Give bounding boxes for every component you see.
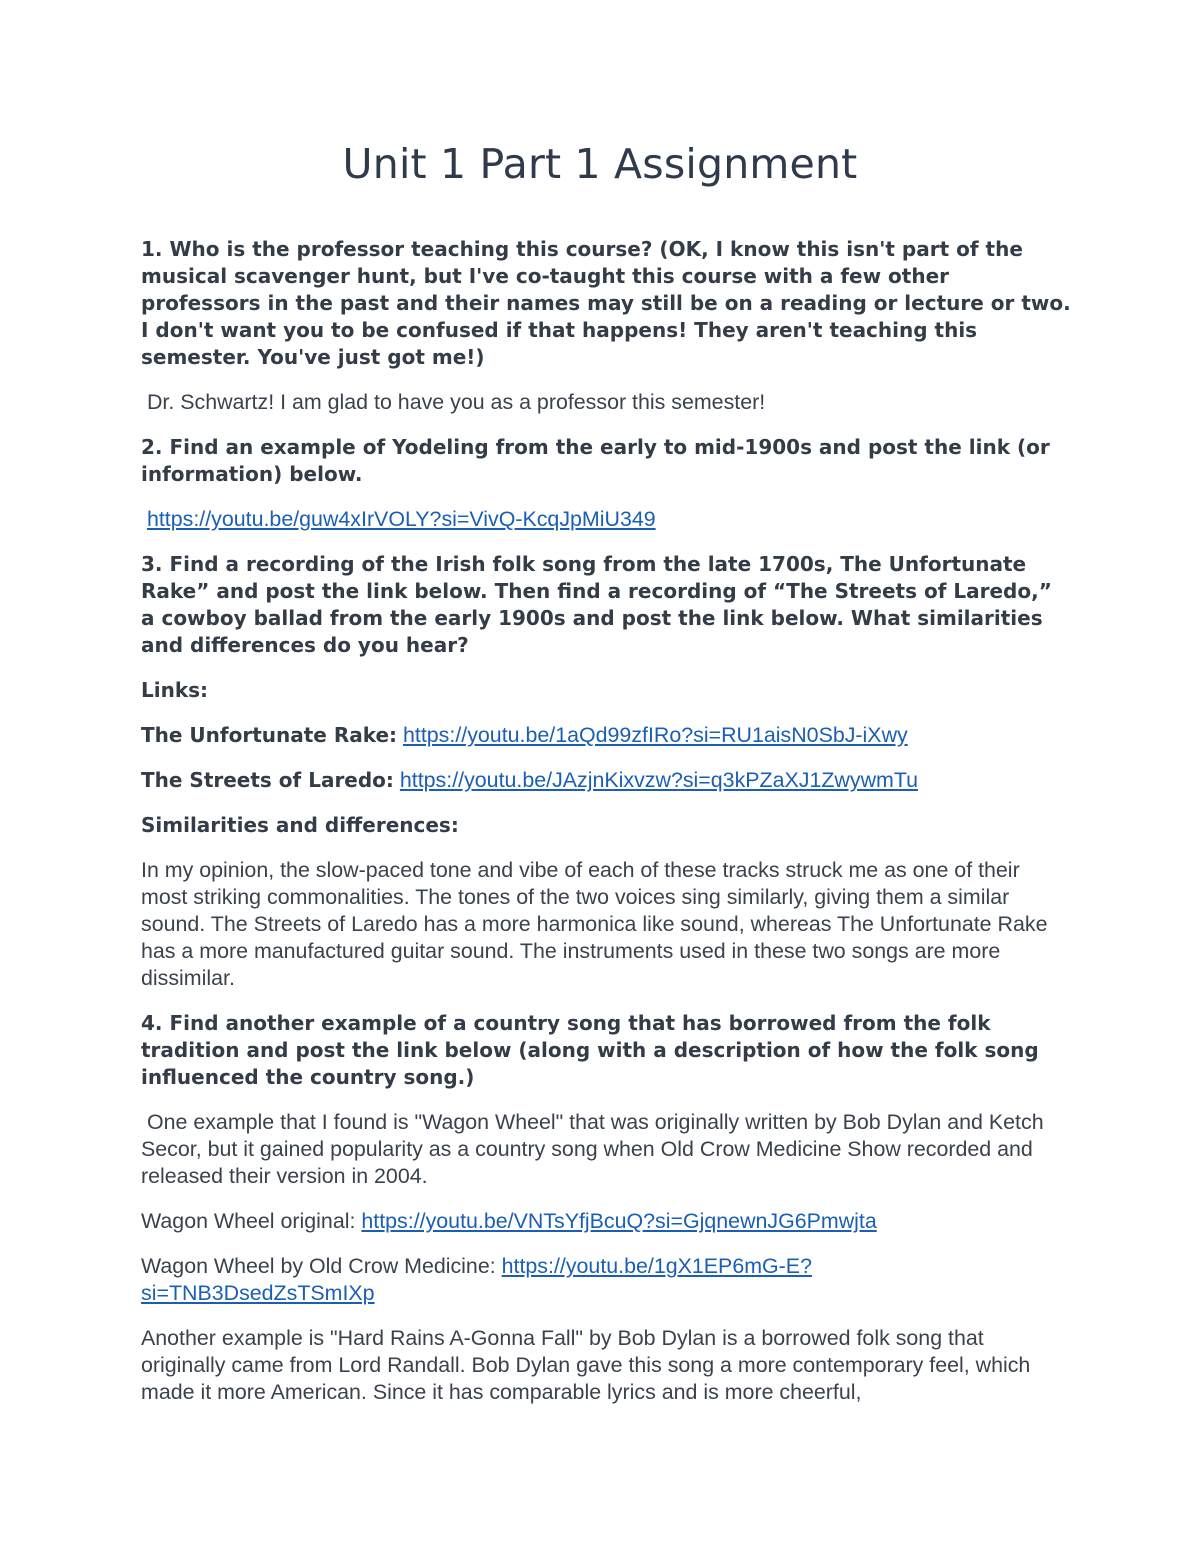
yodeling-link[interactable]: https://youtu.be/guw4xIrVOLY?si=VivQ-KcqJpMiU349 <box>146 507 656 531</box>
answer-1: Dr. Schwartz! I am glad to have you as a professor this semester! <box>141 390 766 414</box>
answer-4-wagon-wheel: One example that I found is "Wagon Wheel" that was originally written by Bob Dylan and Ketch Secor, but it gained popularity as a country song when Old Crow Medicine Show recorded and released their version in 2004. <box>141 1110 1050 1188</box>
question-4: 4. Find another example of a country song that has borrowed from the folk tradition and post the link below (along with a description of how the folk song influenced the country song.) <box>141 1011 1039 1089</box>
laredo-label: The Streets of Laredo: <box>141 768 394 792</box>
links-heading <box>141 677 1071 704</box>
wagon-wheel-original-label: Wagon Wheel original: <box>141 1209 356 1233</box>
document-body <box>141 236 1071 1424</box>
answer-2 <box>141 506 1071 533</box>
laredo-link[interactable]: https://youtu.be/JAzjnKixvzw?si=q3kPZaXJ1ZwywmTu <box>399 768 919 792</box>
question-3: 3. Find a recording of the Irish folk song from the late 1700s, The Unfortunate Rake” and post the link below. Then find a recording of “The Streets of Laredo,” a cowboy ballad from the early 1900s and post the link below. What similarities and differences do you hear? <box>141 552 1052 657</box>
similarities-text: In my opinion, the slow-paced tone and vibe of each of these tracks struck me as one of their most striking commonalities. The tones of the two voices sing similarly, giving them a similar sound. The Streets of Laredo has a more harmonica like sound, whereas The Unfortunate Rake has a more manufactured guitar sound. The instruments used in these two songs are more dissimilar. <box>141 858 1048 990</box>
similarities-heading <box>141 812 1071 839</box>
ocms-link-part1: https://youtu.be/1gX1EP6mG-E? <box>501 1254 812 1278</box>
question-2: 2. Find an example of Yodeling from the early to mid-1900s and post the link (or information) below. <box>141 435 1050 486</box>
rake-label: The Unfortunate Rake: <box>141 723 398 747</box>
rake-link[interactable]: https://youtu.be/1aQd99zfIRo?si=RU1aisN0SbJ-iXwy <box>403 723 908 747</box>
similarities-label: Similarities and differences: <box>141 813 459 837</box>
wagon-wheel-ocms-label: Wagon Wheel by Old Crow Medicine: <box>141 1254 496 1278</box>
wagon-wheel-original-link[interactable]: https://youtu.be/VNTsYfjBcuQ?si=GjqnewnJG6Pmwjta <box>361 1209 877 1233</box>
links-label: Links: <box>141 678 209 702</box>
answer-4-hard-rain: Another example is "Hard Rains A-Gonna Fall" by Bob Dylan is a borrowed folk song that originally came from Lord Randall. Bob Dylan gave this song a more contemporary feel, which made it more American. Since it has comparable lyrics and is more cheerful, <box>141 1326 1031 1404</box>
wagon-wheel-original-row <box>141 1208 1071 1235</box>
ocms-link-part2: si=TNB3DsedZsTSmIXp <box>141 1281 375 1305</box>
question-1: 1. Who is the professor teaching this course? (OK, I know this isn't part of the musical scavenger hunt, but I've co-taught this course with a few other professors in the past and their names may still be on a reading or lecture or two. I don't want you to be confused if that happens! They aren't teaching this semester. You've just got me!) <box>141 237 1071 369</box>
wagon-wheel-ocms-row <box>141 1253 1071 1307</box>
page-title: Unit 1 Part 1 Assignment <box>342 140 858 188</box>
laredo-row <box>141 767 1071 794</box>
rake-row <box>141 722 1071 749</box>
